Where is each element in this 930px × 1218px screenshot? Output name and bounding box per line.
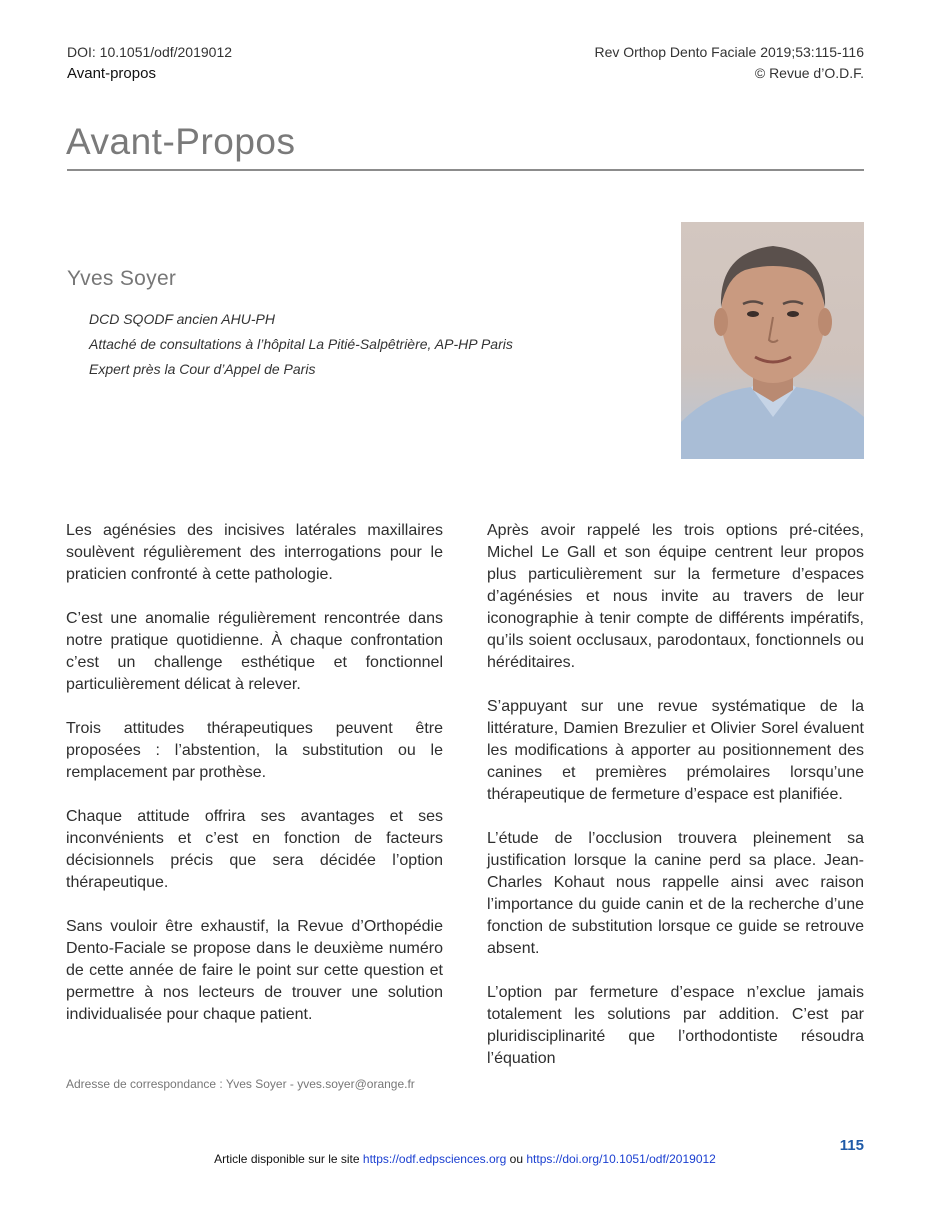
footer-link-doi[interactable]: https://doi.org/10.1051/odf/2019012 (526, 1152, 716, 1166)
paragraph: Chaque attitude offrira ses avantages et ses inconvénients et c’est en fonction de facteurs décisionnels précis que sera décidée l’option thérapeutique. (66, 808, 443, 891)
body-column-left (66, 520, 443, 1048)
paragraph: Trois attitudes thérapeutiques peuvent être proposées : l’abstention, la substitution ou le remplacement par prothèse. (66, 720, 443, 781)
doi-text: DOI: 10.1051/odf/2019012 (67, 44, 233, 60)
footer-link-site[interactable]: https://odf.edpsciences.org (362, 1152, 507, 1166)
footer-middle: ou (509, 1152, 524, 1166)
footer (0, 1152, 930, 1166)
paragraph: Les agénésies des incisives latérales maxillaires soulèvent régulièrement des interrogations pour le praticien confronté à cette pathologie. (66, 522, 443, 583)
copyright-text: © Revue d’O.D.F. (754, 65, 864, 81)
author-name: Yves Soyer (67, 267, 177, 290)
affiliation-line: DCD SQODF ancien AHU-PH (89, 311, 275, 327)
journal-citation: Rev Orthop Dento Faciale 2019;53:115-116 (594, 44, 864, 60)
footer-prefix: Article disponible sur le site (214, 1152, 360, 1166)
paragraph: Après avoir rappelé les trois options pré-citées, Michel Le Gall et son équipe centrent leur propos plus particulièrement sur la fermeture d’espaces d’agénésies et nous invite au travers de leur iconographie à tenir compte de différents impératifs, qu’ils soient occlusaux, parodontaux, fonctionnels ou héréditaires. (487, 522, 864, 671)
body-column-right (487, 520, 864, 1092)
affiliation-line: Expert près la Cour d’Appel de Paris (89, 361, 316, 377)
correspondence-address: Adresse de correspondance : Yves Soyer - yves.soyer@orange.fr (66, 1077, 415, 1091)
header-left (67, 42, 232, 84)
paragraph: L’option par fermeture d’espace n’exclue jamais totalement les solutions par addition. C’est par pluridisciplinarité que l’orthodontiste résoudra l’équation (487, 984, 864, 1067)
paragraph: L’étude de l’occlusion trouvera pleinement sa justification lorsque la canine perd sa place. Jean-Charles Kohaut nous rappelle ainsi avec raison l’importance du guide canin et de la recherche d’une fonction de substitution lorsque ce guide se retrouve absent. (487, 830, 864, 957)
affiliation-line: Attaché de consultations à l’hôpital La Pitié-Salpêtrière, AP-HP Paris (89, 336, 513, 352)
author-affiliations (89, 307, 513, 382)
author-photo (681, 222, 864, 459)
paragraph: Sans vouloir être exhaustif, la Revue d’Orthopédie Dento-Faciale se propose dans le deuxième numéro de cette année de faire le point sur cette question et permettre à nos lecteurs de trouver une solution individualisée pour chaque patient. (66, 918, 443, 1023)
header-right (594, 42, 864, 84)
paragraph: S’appuyant sur une revue systématique de la littérature, Damien Brezulier et Olivier Sorel évaluent les modifications à apporter au positionnement des canines et premières prémolaires lorsqu’une thérapeutique de fermeture d’espace est planifiée. (487, 698, 864, 803)
page-number: 115 (839, 1137, 864, 1154)
section-label: Avant-propos (67, 65, 156, 82)
portrait-illustration (681, 222, 864, 459)
title-divider (67, 169, 864, 171)
page-title: Avant-Propos (66, 121, 296, 162)
paragraph: C’est une anomalie régulièrement rencontrée dans notre pratique quotidienne. À chaque confrontation c’est un challenge esthétique et fonctionnel particulièrement délicat à relever. (66, 610, 443, 693)
